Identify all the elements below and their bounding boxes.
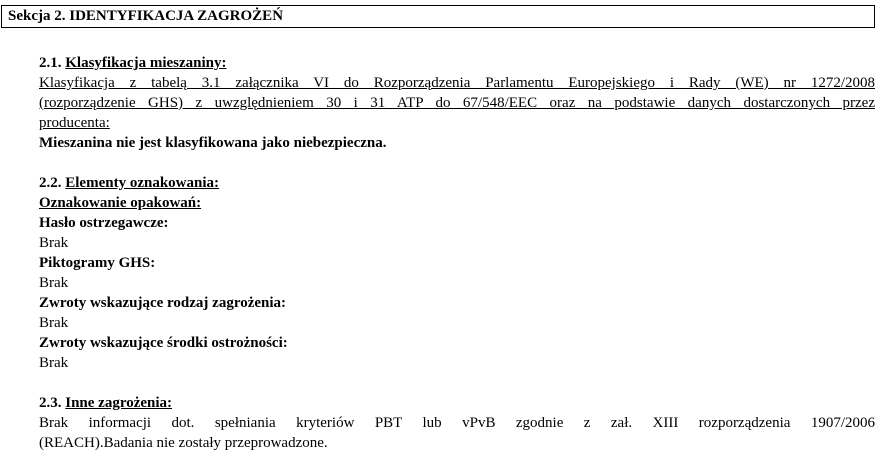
- classification-text-line-3: producenta:: [39, 115, 110, 131]
- subsection-number: 2.3.: [39, 395, 62, 411]
- section-content: [39, 53, 875, 453]
- classification-text-line-2: (rozporządzenie GHS) z uwzględnieniem 30 i 31 ATP do 67/548/EEC oraz na podstawie danych dostarczonych przez: [39, 95, 875, 111]
- precautionary-statements-label: Zwroty wskazujące środki ostrożności:: [39, 335, 288, 351]
- section-header: [1, 5, 875, 28]
- spacer: [39, 153, 875, 173]
- subsection-2-2-heading: [39, 173, 875, 193]
- subsection-number: 2.2.: [39, 175, 62, 191]
- other-hazards-text-line-2: (REACH).Badania nie zostały przeprowadzone.: [39, 435, 328, 451]
- subsection-2-1-heading: [39, 53, 875, 73]
- classification-statement: Mieszanina nie jest klasyfikowana jako niebezpieczna.: [39, 135, 387, 151]
- spacer: [39, 373, 875, 393]
- section-header-title: Sekcja 2. IDENTYFIKACJA ZAGROŻEŃ: [8, 8, 284, 24]
- subsection-number: 2.1.: [39, 55, 62, 71]
- subsection-title: Elementy oznakowania:: [65, 175, 219, 191]
- signal-word-label: Hasło ostrzegawcze:: [39, 215, 169, 231]
- hazard-statements-label: Zwroty wskazujące rodzaj zagrożenia:: [39, 295, 287, 311]
- other-hazards-text-line-1: Brak informacji dot. spełniania kryteriów PBT lub vPvB zgodnie z zał. XIII rozporządzenia 1907/2006: [39, 415, 875, 431]
- classification-text-line-1: Klasyfikacja z tabelą 3.1 załącznika VI do Rozporządzenia Parlamentu Europejskiego i Rady (WE) nr 1272/2008: [39, 75, 875, 91]
- ghs-pictograms-value: Brak: [39, 275, 69, 291]
- precautionary-statements-value: Brak: [39, 355, 69, 371]
- ghs-pictograms-label: Piktogramy GHS:: [39, 255, 156, 271]
- hazard-statements-value: Brak: [39, 315, 69, 331]
- subsection-title: Inne zagrożenia:: [65, 395, 173, 411]
- packaging-label-subtitle: Oznakowanie opakowań:: [39, 195, 202, 211]
- signal-word-value: Brak: [39, 235, 69, 251]
- subsection-2-3-heading: [39, 393, 875, 413]
- subsection-title: Klasyfikacja mieszaniny:: [65, 55, 227, 71]
